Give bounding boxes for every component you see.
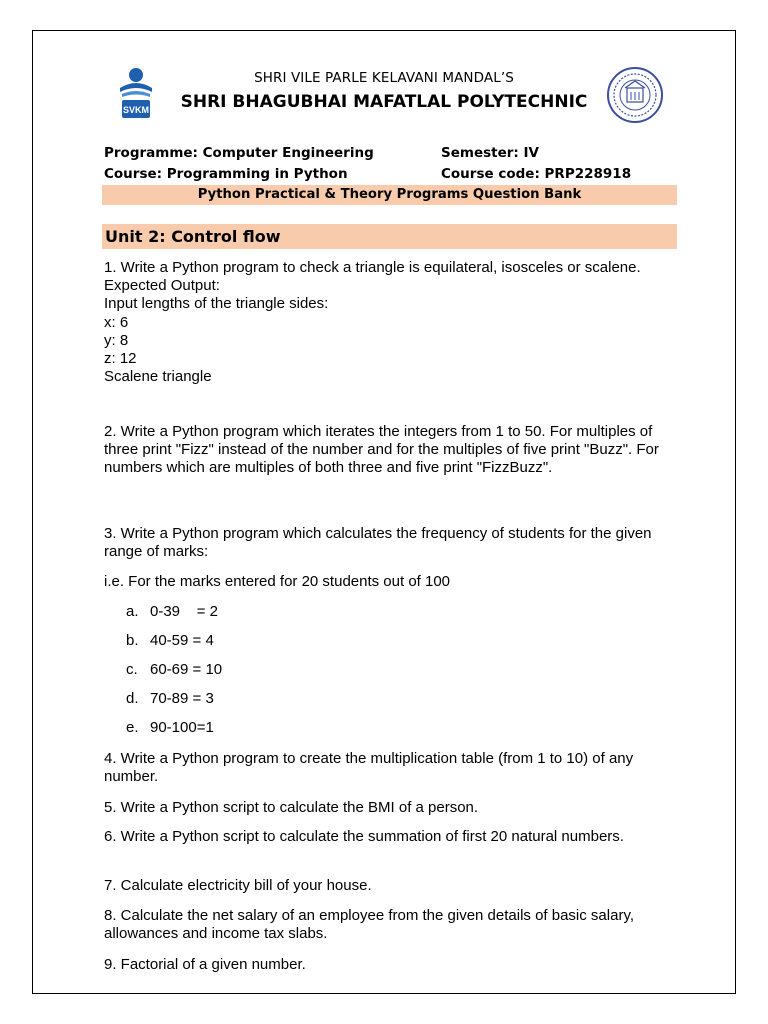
question-3: 3. Write a Python program which calculates the frequency of students for the given range of marks: — [104, 525, 652, 561]
output-line: z: 12 — [104, 349, 137, 367]
question-8: 8. Calculate the net salary of an employee from the given details of basic salary, allowances and income tax slabs. — [104, 907, 635, 943]
question-9: 9. Factorial of a given number. — [104, 956, 306, 973]
question-1-text: 1. Write a Python program to check a triangle is equilateral, isosceles or scalene. — [104, 259, 641, 276]
institution-name: SHRI BHAGUBHAI MAFATLAL POLYTECHNIC — [180, 92, 588, 112]
question-7: 7. Calculate electricity bill of your house. — [104, 877, 372, 894]
list-item: d. 70-89 = 3 — [126, 690, 214, 707]
list-item: a. 0-39 = 2 — [126, 603, 218, 620]
question-1 — [104, 259, 676, 386]
course-code-label: Course code: PRP228918 — [441, 166, 632, 182]
output-line: x: 6 — [104, 313, 129, 331]
course-label: Course: Programming in Python — [104, 166, 348, 182]
semester-label: Semester: IV — [441, 145, 539, 161]
output-line: Input lengths of the triangle sides: — [104, 295, 329, 313]
list-item: e. 90-100=1 — [126, 719, 214, 736]
list-item: b. 40-59 = 4 — [126, 632, 214, 649]
question-6: 6. Write a Python script to calculate the summation of first 20 natural numbers. — [104, 828, 624, 845]
question-5: 5. Write a Python script to calculate the BMI of a person. — [104, 799, 479, 816]
question-2: 2. Write a Python program which iterates the integers from 1 to 50. For multiples of three print "Fizz" instead of the number and for the multiples of five print "Buzz". For numbers which are multiples of both three and five print "FizzBuzz". — [104, 423, 659, 477]
svkm-logo-text: SVKM — [122, 105, 150, 115]
list-item: c. 60-69 = 10 — [126, 661, 223, 678]
question-4: 4. Write a Python program to create the multiplication table (from 1 to 10) of any number. — [104, 750, 634, 786]
output-line: Expected Output: — [104, 277, 220, 295]
org-name: SHRI VILE PARLE KELAVANI MANDAL’S — [254, 70, 514, 86]
question-1-expected-output — [104, 277, 676, 386]
programme-label: Programme: Computer Engineering — [104, 145, 374, 161]
output-line: Scalene triangle — [104, 368, 212, 386]
question-3-sub: i.e. For the marks entered for 20 students out of 100 — [104, 573, 451, 590]
output-line: y: 8 — [104, 331, 129, 349]
unit-heading: Unit 2: Control flow — [102, 224, 677, 249]
question-bank-title: Python Practical & Theory Programs Question Bank — [102, 185, 677, 205]
